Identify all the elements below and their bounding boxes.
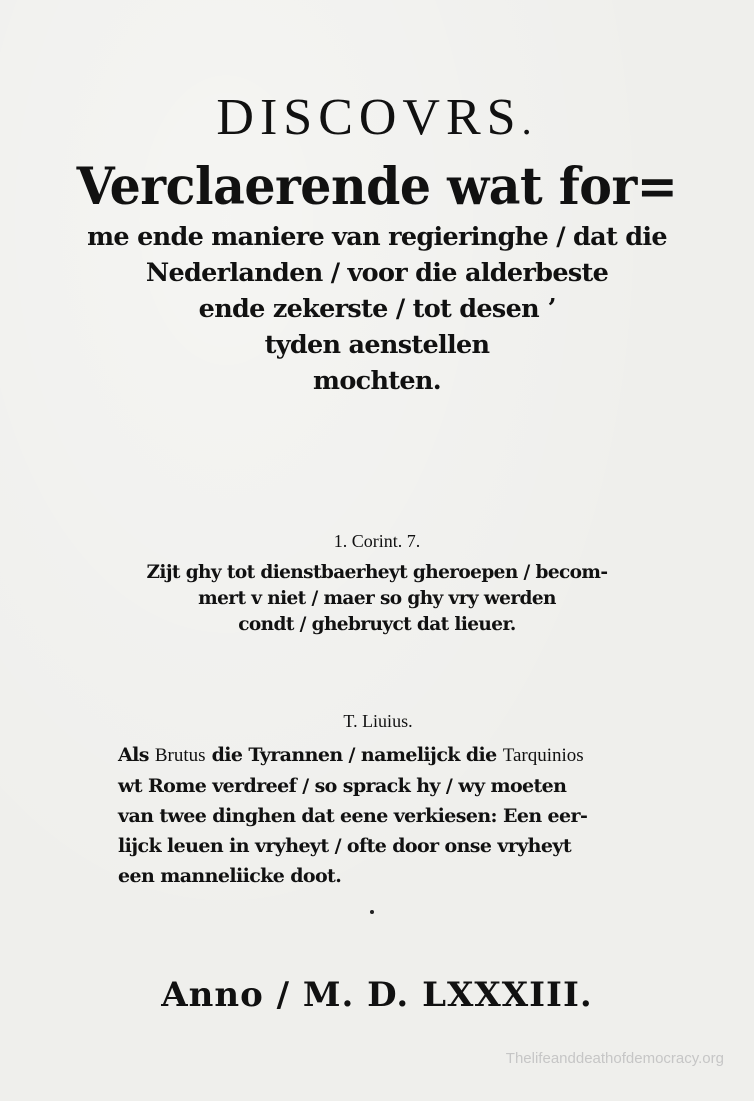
subtitle-line-1: Verclaerende wat for=: [76, 155, 678, 217]
livius-line-1: Als Brutus die Tyrannen / namelijck die Tarquinios: [118, 744, 584, 766]
main-title: DISCOVRS.: [216, 89, 538, 146]
corinthians-line-1: Zijt ghy tot dienstbaerheyt gheroepen / becom-: [146, 562, 608, 583]
subtitle-line-4: ende zekerste / tot desen ʼ: [198, 294, 556, 324]
livius-line-4: lijck leuen in vryheyt / ofte door onse vryheyt: [118, 835, 571, 857]
watermark: Thelifeanddeathofdemocracy.org: [505, 1050, 724, 1067]
livius-line-5: een manneliicke doot.: [118, 865, 342, 887]
livius-reference: T. Liuius.: [343, 711, 413, 731]
livius-line-2: wt Rome verdreef / so sprack hy / wy moeten: [118, 775, 567, 797]
corinthians-reference: 1. Corint. 7.: [333, 531, 421, 551]
title-block: [60, 88, 694, 399]
subtitle-line-3: Nederlanden / voor die alderbeste: [145, 258, 609, 288]
ornament-dot: [370, 910, 374, 914]
subtitle-line-6: mochten.: [313, 366, 441, 396]
corinthians-quote: [110, 528, 644, 638]
subtitle-line-5: tyden aenstellen: [264, 330, 490, 360]
livius-quote: [118, 708, 638, 891]
subtitle-line-2: me ende maniere van regieringhe / dat die: [87, 222, 667, 252]
publication-date: Anno / M. D. LXXXIII.: [161, 975, 593, 1015]
corinthians-line-2: mert v niet / maer so ghy vry werden: [198, 588, 556, 609]
livius-line-3: van twee dinghen dat eene verkiesen: Een eer-: [118, 805, 588, 827]
corinthians-line-3: condt / ghebruyct dat lieuer.: [238, 614, 516, 635]
